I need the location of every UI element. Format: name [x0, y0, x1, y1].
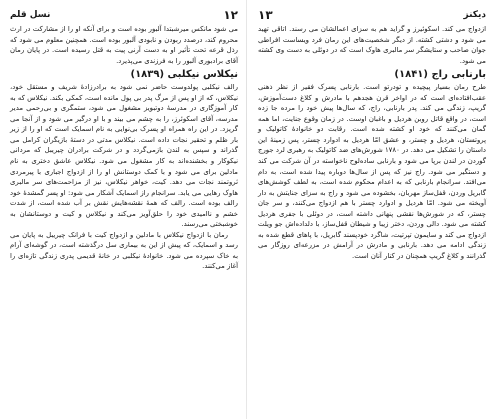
- right-paragraph-2: طرح رمان بسیار پیچیده و تودرتو است. بارنابی پسرک فقیر از نظر ذهنی عقب‌افتاده‌ای است که در اواخر قرن هجدهم با مادرش و کلاغ دست‌آموزش، گریپ، زندگی می کند. پدر بارنابی، راج، که سال‌ها پیش خود را مرده جا زده است، در واقع قاتل روبن هردیل و باغبان اوست. در زمان وقوع جنایت، اما همه گمان می‌کنند که خود او کشته شده است. رقابت دو خانوادهٔ کاتولیک و پروتستان، هردیل و چستر، و عشق امّا هردیل به ادوارد چستر، پس زمینهٔ این داستان را تشکیل می دهد. در ۱۷۸۰ شورش‌های ضد کاتولیک به رهبری لرد جورج گوردن در لندن برپا می شود و بارنابی ساده‌لوح ناخواسته در آن شرکت می کند و دستگیر می شود. راج نیز که پس از سال‌ها دوباره پیدا شده است، به دام می‌افتد. سرانجام بارنابی که به اعدام محکوم شده است، به لطف کوشش‌های گابریل وردن، قفل‌ساز مهربان، بخشوده می شود و راج به سزای جنایتش به دار آویخته می شود. امّا هردیل و ادوارد چستر با هم ازدواج می‌کنند، و سر جان چستر، که در شورش‌ها نقشی پنهانی داشته است، در دوئلی با جفری هردیل کشته می شود. دالی وردن، دختر زیبا و شیطان قفل‌ساز، با دلداده‌اش جو ویلت ازدواج می کند و سایمون تپرتیت، شاگرد خودپسند گابریل، با پاهای قطع شده به زندگی ادامه می دهد. بارنابی و مادرش در آرامش در مزرعه‌ای روزگار می گذرانند و کلاغ گریپ همچنان در کنار آنان است.: [258, 83, 486, 260]
- left-page-header: [10, 6, 238, 24]
- right-section-heading: بارنابی راج (۱۸۴۱): [394, 69, 486, 81]
- left-paragraph-1: می شود مانکس میرشبتدا آلبور بوده است و برای آنکه او را از مشارکت در ارث محروم کند، درصدد ربودن و نابودی آلبور بوده است. همچنین معلوم می شود که رذل قرعه تحت تأثیر او به دست آرنی پیت به قتل رسیده است. در پایان رمان آقای برادبوری آلبور را به فرزندی می‌پذیرد.: [10, 25, 238, 65]
- right-running-title: دیکنز: [463, 10, 486, 20]
- right-page-number: ۱۳: [258, 8, 273, 22]
- left-paragraph-3: رمان با ازدواج نیکلاس با مادلین و ازدواج کیت با فرانک چیریبل به پایان می رسد و اسمایک، که پیش از این به بیماری سل درگذشته است، در گوشه‌ای آرام به خاک سپرده می شود. خانوادهٔ نیکلبی در خانهٔ قدیمی پدری زندگی تازه‌ای را آغاز می‌کنند.: [10, 230, 238, 271]
- right-page-header: [258, 6, 486, 24]
- right-page: [258, 0, 486, 419]
- left-paragraph-2: رالف نیکلبی پولدوست حاضر نمی شود به برادرزادهٔ شریف و مستقل خود، نیکلاس، که از او پس از مرگ پدر بی پول مانده است، کمکی بکند. نیکلاس که به کار آموزگاری در مدرسهٔ دوتبویز مشغول می شود، ستمگری و بی‌رحمی مدیر مدرسه، آقای اسکوئرز، را به چشم می بیند و با او درگیر می شود و از آنجا می گریزد. در این راه همراه او پسرک بی‌نوایی به نام اسمایک است که او را از زیر بار ظلم و تحقیر نجات داده است. نیکلاس مدتی در دستهٔ بازیگران کرامل می گذراند و سپس به لندن بازمی‌گردد و در شرکت برادران چیریبل که مردانی نیکوکار و بخشنده‌اند به کار مشغول می شود. نیکلاس عاشق دختری به نام مادلین برای می شود و با کمک دوستانش او را از ازدواج اجباری با پیرمردی ثروتمند نجات می دهد. کیت، خواهر نیکلاس، نیز از مزاحمت‌های سر مالبری هاوک رهایی می یابد. سرانجام راز اسمایک آشکار می شود: او پسر گمشدهٔ خود رالف بوده است. رالف که همهٔ نقشه‌هایش نقش بر آب شده است، از شدت خشم و ناامیدی خود را حلق‌آویز می‌کند و نیکلاس و کیت و دوستانشان به خوشبختی می‌رسند.: [10, 83, 238, 229]
- right-paragraph-1: ازدواج می کند. اسکوئیرز و گراید هم به سزای اعمالشان می رسند. اتاقی تهید می شود و دشتی کشته. از دیگر شخصیت‌های این رمان فرد ویساست افراطی جوان صاحب و ستایشگر سر مالبری هاوک است که در دوئلی به دست وی کشته می شود.: [258, 25, 486, 65]
- left-running-title: نسل قلم: [10, 10, 51, 20]
- left-page-number: ۱۲: [223, 8, 238, 22]
- book-gutter: [246, 0, 247, 419]
- left-section-heading: نیکلاس نیکلبی (۱۸۳۹): [130, 69, 238, 81]
- left-page: [10, 0, 238, 419]
